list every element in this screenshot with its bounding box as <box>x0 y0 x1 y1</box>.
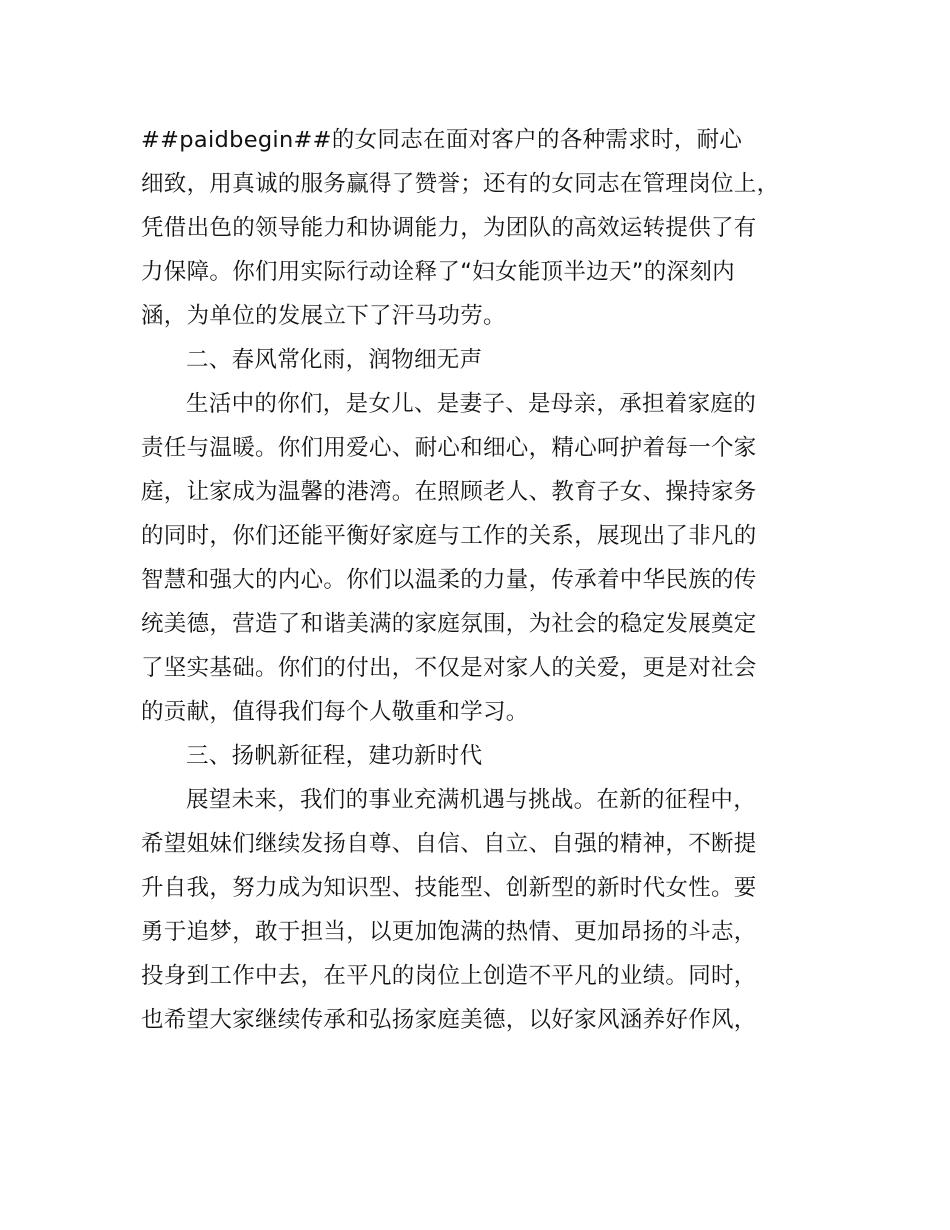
text-line: 庭，让家成为温馨的港湾。在照顾老人、教育子女、操持家务 <box>141 479 757 505</box>
text-line: 细致，用真诚的服务赢得了赞誉；还有的女同志在管理岗位上， <box>141 171 780 197</box>
text-line: 展望未来，我们的事业充满机遇与挑战。在新的征程中， <box>186 787 757 813</box>
text-line: 涵，为单位的发展立下了汗马功劳。 <box>141 303 506 329</box>
text-line: 凭借出色的领导能力和协调能力，为团队的高效运转提供了有 <box>141 215 757 241</box>
text-line: 智慧和强大的内心。你们以温柔的力量，传承着中华民族的传 <box>141 567 757 593</box>
text-line: 统美德，营造了和谐美满的家庭氛围，为社会的稳定发展奠定 <box>141 611 757 637</box>
text-line: 也希望大家继续传承和弘扬家庭美德，以好家风涵养好作风， <box>141 1007 757 1033</box>
text-line: ##paidbegin##的女同志在面对客户的各种需求时，耐心 <box>141 127 743 153</box>
text-line: 升自我，努力成为知识型、技能型、创新型的新时代女性。要 <box>141 875 757 901</box>
section-heading-two: 二、春风常化雨，润物细无声 <box>186 347 483 373</box>
text-line: 的贡献，值得我们每个人敬重和学习。 <box>141 699 529 725</box>
text-line: 的同时，你们还能平衡好家庭与工作的关系，展现出了非凡的 <box>141 523 757 549</box>
paragraph-service-praise <box>141 118 841 338</box>
text-line: 投身到工作中去，在平凡的岗位上创造不平凡的业绩。同时， <box>141 963 757 989</box>
text-line: 希望姐妹们继续发扬自尊、自信、自立、自强的精神，不断提 <box>141 831 757 857</box>
text-line: 了坚实基础。你们的付出，不仅是对家人的关爱，更是对社会 <box>141 655 757 681</box>
text-line: 生活中的你们，是女儿、是妻子、是母亲，承担着家庭的 <box>186 391 757 417</box>
text-line: 力保障。你们用实际行动诠释了“妇女能顶半边天”的深刻内 <box>141 259 735 285</box>
paragraph-future-outlook <box>141 778 841 1042</box>
paragraph-family-role <box>141 382 841 734</box>
text-line: 责任与温暖。你们用爱心、耐心和细心，精心呵护着每一个家 <box>141 435 757 461</box>
document-body <box>141 118 841 1042</box>
text-line: 勇于追梦，敢于担当，以更加饱满的热情、更加昂扬的斗志， <box>141 919 757 945</box>
section-heading-three: 三、扬帆新征程，建功新时代 <box>186 743 483 769</box>
